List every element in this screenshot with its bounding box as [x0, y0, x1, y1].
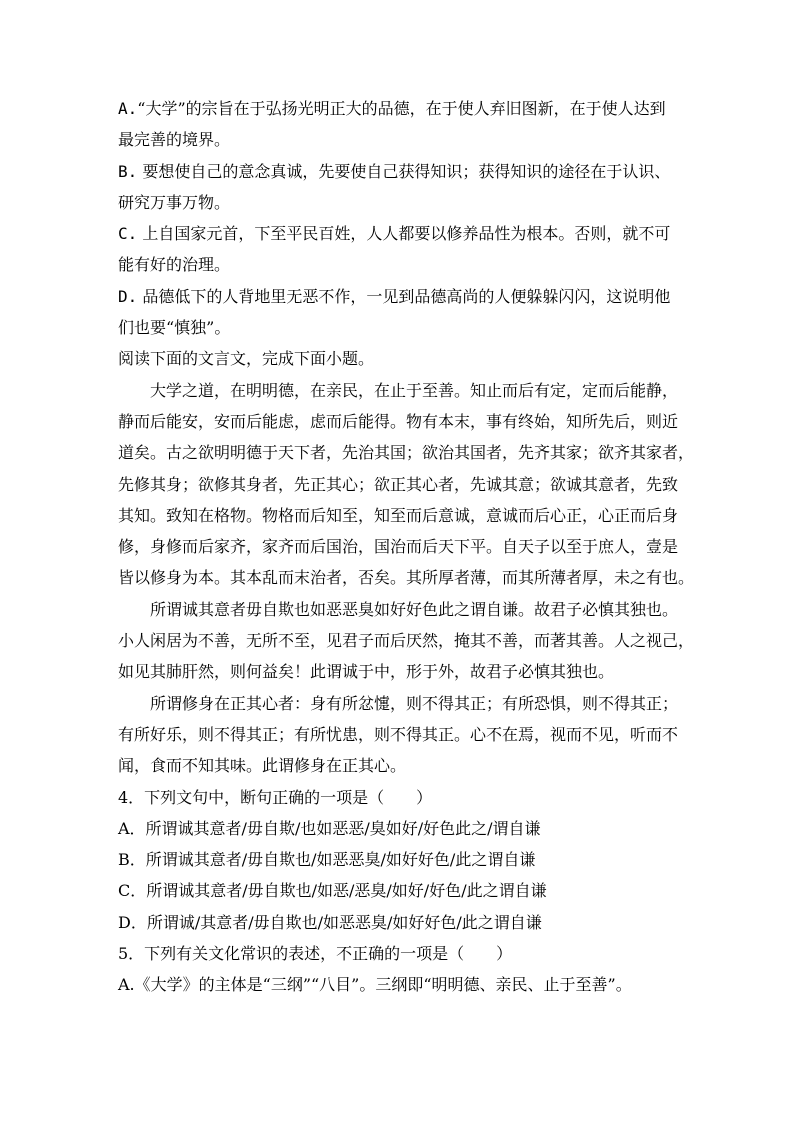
option-text: “大学”的宗旨在于弘扬光明正大的品德，在于使人弃旧图新，在于使人达到 — [137, 99, 666, 118]
question-4-option-d: D．所谓诚/其意者/毋自欺也/如恶恶臭/如好好色/此之谓自谦 — [118, 912, 542, 932]
option-text: 要想使自己的意念真诚，先要使自己获得知识；获得知识的途径在于认识、 — [142, 161, 671, 181]
passage-line: 闻，食而不知其味。此谓修身在正其心。 — [118, 756, 407, 776]
passage-line: 所谓诚其意者毋自欺也如恶恶臭如好好色此之谓自谦。故君子必慎其独也。 — [150, 599, 679, 619]
question-4-stem: 4．下列文句中，断句正确的一项是（ ） — [118, 787, 433, 807]
passage-line: 小人闲居为不善，无所不至，见君子而后厌然，掩其不善，而著其善。人之视己， — [118, 631, 695, 651]
option-b-continued: 研究万事万物。 — [118, 192, 231, 212]
question-4-option-b: B．所谓诚其意者/毋自欺也/如恶恶臭/如好好色/此之谓自谦 — [118, 850, 536, 870]
question-5-option-a: A.《大学》的主体是“三纲”“八目”。三纲即“明明德、亲民、止于至善”。 — [118, 975, 632, 995]
option-text: 品德低下的人背地里无恶不作，一见到品德高尚的人便躲躲闪闪，这说明他 — [142, 286, 671, 306]
passage-line: 先修其身；欲修其身者，先正其心；欲正其心者，先诚其意；欲诚其意者，先致 — [118, 474, 679, 494]
option-letter: C. — [118, 224, 138, 244]
option-d-continued: 们也要“慎独”。 — [118, 318, 231, 338]
option-c-continued: 能有好的治理。 — [118, 255, 231, 275]
question-4-option-a: A．所谓诚其意者/毋自欺/也如恶恶/臭如好/好色此之/谓自谦 — [118, 818, 541, 838]
passage-line: 道矣。古之欲明明德于天下者，先治其国；欲治其国者，先齐其家；欲齐其家者， — [118, 443, 695, 463]
reading-instruction: 阅读下面的文言文，完成下面小题。 — [118, 349, 375, 369]
option-b — [118, 156, 680, 187]
option-letter: D. — [118, 286, 138, 306]
question-4-option-c: C．所谓诚其意者/毋自欺也/如恶/恶臭/如好/好色/此之谓自谦 — [118, 881, 547, 901]
passage-line: 大学之道，在明明德，在亲民，在止于至善。知止而后有定，定而后能静， — [150, 380, 679, 400]
option-a — [118, 93, 680, 124]
passage-line: 如见其肺肝然，则何益矣！此谓诚于中，形于外，故君子必慎其独也。 — [118, 662, 615, 682]
passage-line: 其知。致知在格物。物格而后知至，知至而后意诚，意诚而后心正，心正而后身 — [118, 505, 679, 525]
option-letter: B. — [118, 161, 138, 181]
question-5-stem: 5．下列有关文化常识的表述，不正确的一项是（ ） — [118, 944, 513, 964]
option-letter: A. — [118, 99, 138, 118]
passage-line: 修，身修而后家齐，家齐而后国治，国治而后天下平。自天子以至于庶人，壹是 — [118, 537, 679, 557]
option-c — [118, 218, 680, 249]
passage-line: 有所好乐，则不得其正；有所忧患，则不得其正。心不在焉，视而不见，听而不 — [118, 724, 679, 744]
passage-line: 静而后能安，安而后能虑，虑而后能得。物有本末，事有终始，知所先后，则近 — [118, 411, 679, 431]
passage-line: 所谓修身在正其心者：身有所忿懥，则不得其正；有所恐惧，则不得其正； — [150, 693, 679, 713]
exam-page — [118, 93, 695, 1001]
passage-line: 皆以修身为本。其本乱而末治者，否矣。其所厚者薄，而其所薄者厚，未之有也。 — [118, 568, 695, 588]
option-text: 上自国家元首，下至平民百姓，人人都要以修养品性为根本。否则，就不可 — [142, 224, 671, 244]
option-d — [118, 281, 680, 312]
option-a-continued: 最完善的境界。 — [118, 130, 231, 150]
